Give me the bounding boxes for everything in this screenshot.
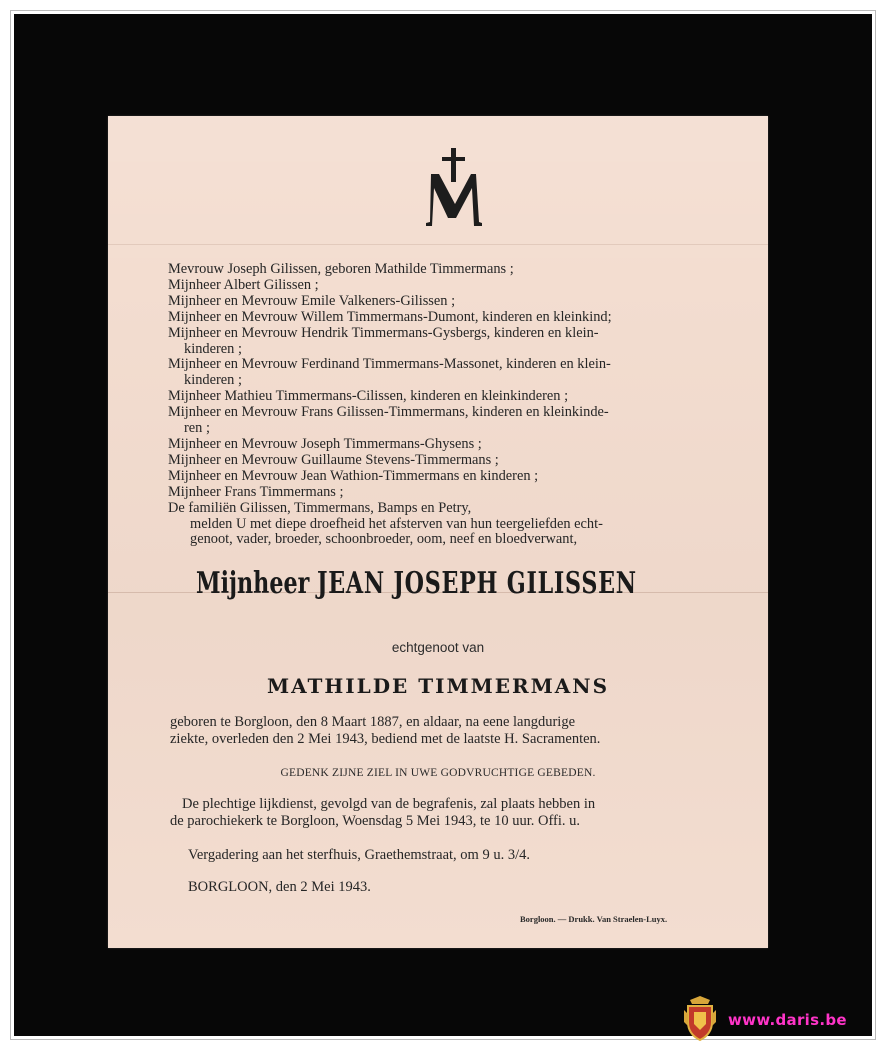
marian-monogram-icon [422, 148, 486, 228]
family-line: Mijnheer en Mevrouw Jean Wathion-Timmermans en kinderen ; [168, 467, 539, 484]
family-line: Mijnheer Mathieu Timmermans-Cilissen, kinderen en kleinkinderen ; [168, 388, 569, 405]
family-line: Mevrouw Joseph Gilissen, geboren Mathilde Timmermans ; [168, 261, 514, 277]
deceased-title: Mijnheer [196, 566, 310, 601]
family-line: melden U met diepe droefheid het afsterven van hun teergeliefden echt- [190, 515, 603, 532]
family-line: Mijnheer en Mevrouw Willem Timmermans-Dumont, kinderen en kleinkind; [168, 308, 612, 325]
family-line: Mijnheer Frans Timmermans ; [168, 483, 344, 500]
family-line: kinderen ; [184, 340, 242, 357]
service-line: de parochiekerk te Borgloon, Woensdag 5 Mei 1943, te 10 uur. Offi. u. [170, 813, 580, 829]
family-line: Mijnheer en Mevrouw Ferdinand Timmermans-Massonet, kinderen en klein- [168, 356, 611, 373]
family-line: Mijnheer en Mevrouw Emile Valkeners-Gilissen ; [168, 292, 456, 309]
prayer-request: GEDENK ZIJNE ZIEL IN UWE GODVRUCHTIGE GEBEDEN. [280, 767, 596, 779]
watermark-text: www.daris.be [728, 1011, 847, 1029]
family-line: Mijnheer en Mevrouw Hendrik Timmermans-Gysbergs, kinderen en klein- [168, 324, 599, 341]
site-watermark [684, 996, 874, 1044]
paper-fold [108, 244, 768, 245]
dateline: BORGLOON, den 2 Mei 1943. [188, 879, 371, 895]
family-announcement [168, 262, 748, 548]
gathering-info: Vergadering aan het sterfhuis, Graethemstraat, om 9 u. 3/4. [188, 847, 530, 863]
family-line: Mijnheer en Mevrouw Frans Gilissen-Timmermans, kinderen en kleinkinde- [168, 404, 609, 421]
family-line: Mijnheer Albert Gilissen ; [168, 276, 319, 293]
funeral-service [170, 796, 740, 830]
family-line: genoot, vader, broeder, schoonbroeder, oom, neef en bloedverwant, [190, 531, 578, 548]
family-line: De familiën Gilissen, Timmermans, Bamps en Petry, [168, 499, 472, 516]
memorial-card [108, 116, 768, 948]
spouse-intro: echtgenoot van [391, 640, 485, 655]
family-line: Mijnheer en Mevrouw Joseph Timmermans-Ghysens ; [168, 435, 482, 452]
deceased-full-name: JEAN JOSEPH GILISSEN [317, 566, 637, 601]
spouse-name: MATHILDE TIMMERMANS [266, 674, 610, 698]
service-line: De plechtige lijkdienst, gevolgd van de begrafenis, zal plaats hebben in [182, 796, 596, 812]
biography [170, 714, 740, 747]
bio-line: ziekte, overleden den 2 Mei 1943, bediend met de laatste H. Sacramenten. [170, 730, 601, 747]
bio-line: geboren te Borgloon, den 8 Maart 1887, en aldaar, na eene langdurige [170, 714, 576, 730]
coat-of-arms-icon [684, 996, 716, 1042]
family-line: kinderen ; [184, 372, 242, 389]
printer-credit: Borgloon. — Drukk. Van Straelen-Luyx. [520, 914, 668, 924]
deceased-name [196, 566, 637, 601]
family-line: Mijnheer en Mevrouw Guillaume Stevens-Timmermans ; [168, 451, 499, 468]
family-line: ren ; [184, 420, 210, 437]
